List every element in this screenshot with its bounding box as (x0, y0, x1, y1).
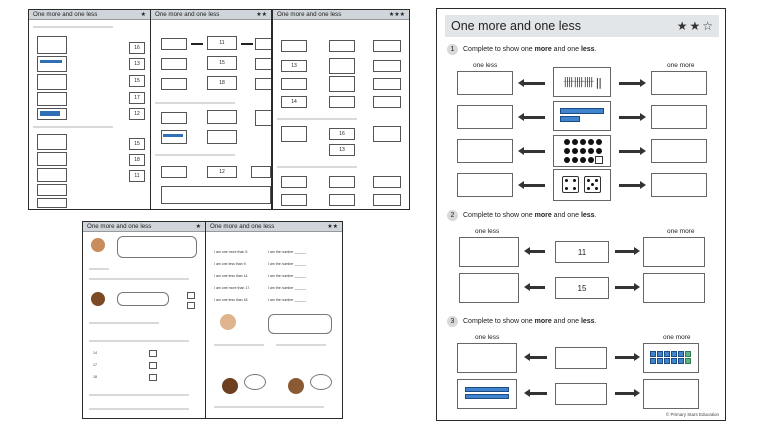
picture-box (37, 92, 67, 106)
question-number: 2 (447, 210, 458, 221)
statement: 14 (93, 351, 97, 355)
one-less-answer-box[interactable] (457, 71, 513, 95)
answer-box[interactable] (373, 40, 401, 52)
number-box (329, 144, 355, 156)
answer-line (89, 278, 189, 280)
label-one-less: one less (475, 228, 500, 235)
picture-box (37, 56, 67, 72)
worksheet-thumbnail-4[interactable] (82, 221, 206, 419)
number-box (281, 96, 307, 108)
answer-box[interactable] (281, 40, 307, 52)
answer-box[interactable] (373, 96, 401, 108)
explanation-box[interactable] (161, 186, 271, 204)
answer-box[interactable] (161, 78, 187, 90)
left-arrow-icon (529, 392, 547, 395)
answer-box[interactable] (207, 110, 237, 124)
instruction-line (33, 26, 113, 28)
worksheet-thumbnail-5[interactable] (205, 221, 343, 419)
star-rating: ★★ (256, 12, 267, 18)
answer-line[interactable]: I am the number ______ (268, 274, 307, 278)
copyright-text: © Primary Stars Education (665, 412, 719, 417)
right-arrow-icon (619, 116, 641, 119)
right-arrow-icon (615, 392, 635, 395)
statement: I am one less than 9. (214, 262, 247, 266)
speech-bubble (268, 314, 332, 334)
number-value: 14 (291, 99, 297, 105)
dice-icon (562, 176, 579, 193)
statement: I am one more than 17. (214, 286, 251, 290)
star-rating: ★ (140, 12, 146, 18)
child-face (91, 238, 105, 252)
picture-box (37, 36, 67, 54)
number-box (207, 56, 237, 70)
answer-box[interactable] (255, 78, 272, 90)
picture-box (37, 184, 67, 196)
speech-bubble (117, 236, 197, 258)
worksheet-title: One more and one less (87, 223, 152, 230)
base-ten-picture-box (553, 101, 611, 131)
worksheet-title: One more and one less (451, 19, 581, 33)
arrow (191, 43, 203, 45)
answer-box[interactable] (251, 166, 271, 178)
worksheet-header (273, 10, 409, 20)
question-line (89, 268, 109, 270)
number-box (329, 128, 355, 140)
dice-icon (584, 176, 601, 193)
dice-picture-box (553, 169, 611, 201)
number-box: 15 (555, 277, 609, 299)
answer-line[interactable]: I am the number ______ (268, 286, 307, 290)
number-value: 12 (219, 169, 225, 175)
answer-box[interactable] (129, 75, 145, 87)
worksheet-title: One more and one less (155, 11, 220, 18)
thought-bubble (244, 374, 266, 390)
worksheet-title: One more and one less (33, 11, 98, 18)
instruction-line (277, 166, 357, 168)
number-box (207, 36, 237, 50)
base-ten-picture-box (643, 343, 699, 373)
tally-picture-box (553, 67, 611, 97)
answer-line (214, 344, 264, 346)
question-text: Complete to show one more and one less. (463, 212, 597, 219)
one-more-answer-box[interactable] (651, 71, 707, 95)
answer-line (89, 408, 189, 410)
question-text: Complete to show one more and one less. (463, 46, 597, 53)
label-one-more: one more (667, 62, 695, 69)
answer-line (89, 394, 189, 396)
worksheet-thumbnail-1[interactable] (28, 9, 151, 210)
answer-box[interactable] (373, 176, 401, 188)
star-icon-filled: ★ (689, 19, 701, 33)
answer-box[interactable] (255, 58, 272, 70)
child-face (288, 378, 304, 394)
picture-box (37, 74, 67, 90)
instruction-line (33, 126, 113, 128)
one-more-answer-box[interactable] (643, 379, 699, 409)
ones-cubes (560, 116, 580, 122)
answer-box[interactable] (555, 383, 607, 405)
answer-box[interactable] (129, 170, 145, 182)
picture-box (37, 198, 67, 208)
left-arrow-icon (523, 116, 545, 119)
picture-box (161, 166, 187, 178)
answer-line (89, 322, 159, 324)
number-box: 11 (555, 241, 609, 263)
right-arrow-icon (619, 82, 641, 85)
picture-box (37, 168, 67, 182)
one-less-answer-box[interactable] (459, 237, 519, 267)
number-value: 15 (219, 60, 225, 66)
question-text: Complete to show one more and one less. (463, 318, 597, 325)
answer-box[interactable] (129, 92, 145, 104)
answer-box[interactable] (129, 108, 145, 120)
label-one-less: one less (473, 62, 498, 69)
worksheet-title: One more and one less (277, 11, 342, 18)
worksheet-thumbnail-3[interactable] (272, 9, 410, 210)
star-rating (677, 20, 713, 32)
star-rating: ★★ (327, 224, 338, 230)
statement: 18 (93, 375, 97, 379)
answer-box[interactable] (373, 194, 401, 206)
answer-box[interactable] (281, 176, 307, 188)
left-arrow-icon (529, 250, 545, 253)
tens-rod (163, 134, 183, 137)
picture-box (37, 152, 67, 166)
tally-marks-icon: 卌卌卌 || (563, 76, 601, 89)
answer-box[interactable] (329, 40, 355, 52)
true-checkbox[interactable] (187, 292, 195, 299)
label-one-more: one more (667, 228, 695, 235)
left-arrow-icon (523, 82, 545, 85)
picture-box (255, 110, 272, 126)
answer-box[interactable] (373, 60, 401, 72)
thought-bubble (310, 374, 332, 390)
label-one-more: one more (663, 334, 691, 341)
speech-bubble (117, 292, 169, 306)
picture-box (37, 134, 67, 150)
number-value: 13 (339, 147, 345, 153)
answer-box[interactable] (129, 42, 145, 54)
one-more-answer-box[interactable] (651, 105, 707, 129)
star-icon-filled: ★ (676, 19, 688, 33)
answer-box[interactable] (255, 38, 272, 50)
answer-box[interactable] (129, 58, 145, 70)
number-value: 16 (339, 131, 345, 137)
answer-box[interactable] (129, 138, 145, 150)
answer-value: 13 (134, 61, 140, 67)
number-value: 18 (219, 80, 225, 86)
answer-box[interactable] (555, 347, 607, 369)
instruction-line (89, 340, 189, 342)
answer-value: 18 (134, 157, 140, 163)
answer-box[interactable] (281, 78, 307, 90)
star-rating: ★ (195, 224, 201, 230)
answer-line (214, 406, 324, 408)
answer-box[interactable] (373, 78, 401, 90)
answer-value: 12 (134, 111, 140, 117)
answer-box[interactable] (329, 176, 355, 188)
statement: I am one less than 18. (214, 298, 249, 302)
false-checkbox[interactable] (187, 302, 195, 309)
instruction-line (277, 118, 357, 120)
tens-rod (40, 60, 62, 63)
left-arrow-icon (523, 184, 545, 187)
one-less-answer-box[interactable] (457, 139, 513, 163)
one-more-answer-box[interactable] (643, 237, 705, 267)
left-arrow-icon (523, 150, 545, 153)
one-less-answer-box[interactable] (457, 343, 517, 373)
answer-box[interactable] (149, 362, 157, 369)
answer-box[interactable] (149, 374, 157, 381)
left-arrow-icon (529, 286, 545, 289)
instruction-line (155, 102, 235, 104)
child-face (220, 314, 236, 330)
worksheet-header (151, 10, 271, 20)
one-less-answer-box[interactable] (457, 173, 513, 197)
picture-box (329, 76, 355, 92)
star-icon-empty: ☆ (702, 19, 713, 33)
answer-box[interactable] (329, 58, 355, 74)
picture-box (161, 130, 187, 144)
arrow (241, 43, 253, 45)
right-arrow-icon (619, 184, 641, 187)
tens-rod (465, 387, 509, 392)
question-number: 1 (447, 44, 458, 55)
answer-box[interactable] (281, 126, 307, 142)
worksheet-header (445, 15, 719, 37)
answer-box[interactable] (207, 130, 237, 144)
worksheet-header (83, 222, 205, 232)
answer-value: 15 (134, 141, 140, 147)
tens-rod (465, 394, 509, 399)
star-rating: ★★★ (388, 12, 405, 18)
answer-value: 16 (134, 45, 140, 51)
one-more-answer-box[interactable] (651, 173, 707, 197)
answer-box[interactable] (329, 194, 355, 206)
right-arrow-icon (615, 286, 635, 289)
answer-value: 17 (134, 95, 140, 101)
number-box (281, 60, 307, 72)
answer-box[interactable] (149, 350, 157, 357)
answer-box[interactable] (329, 96, 355, 108)
label-one-less: one less (475, 334, 500, 341)
statement: 17 (93, 363, 97, 367)
answer-box[interactable] (161, 58, 187, 70)
one-more-answer-box[interactable] (651, 139, 707, 163)
right-arrow-icon (615, 250, 635, 253)
answer-line[interactable]: I am the number ______ (268, 250, 307, 254)
worksheet-header (206, 222, 342, 232)
one-less-answer-box[interactable] (457, 105, 513, 129)
answer-line[interactable]: I am the number ______ (268, 262, 307, 266)
worksheet-title: One more and one less (210, 223, 275, 230)
answer-box[interactable] (161, 112, 187, 124)
answer-box[interactable] (129, 154, 145, 166)
answer-line[interactable]: I am the number ______ (268, 298, 307, 302)
answer-box[interactable] (161, 38, 187, 50)
number-box (207, 76, 237, 90)
statement: I am one less than 14. (214, 274, 249, 278)
number-value: 13 (291, 63, 297, 69)
question-number: 3 (447, 316, 458, 327)
base-ten-picture-box (457, 379, 517, 409)
right-arrow-icon (619, 150, 641, 153)
worksheet-thumbnail-2[interactable] (150, 9, 272, 210)
answer-line (276, 344, 326, 346)
number-value: 11 (219, 40, 225, 46)
child-face (222, 378, 238, 394)
ten-frame-picture-box (553, 135, 611, 167)
answer-value: 11 (134, 173, 140, 179)
child-face (91, 292, 105, 306)
instruction-line (155, 154, 235, 156)
statement: I am one more than 5. (214, 250, 249, 254)
left-arrow-icon (529, 356, 547, 359)
worksheet-main (436, 8, 726, 421)
answer-box[interactable] (281, 194, 307, 206)
answer-value: 15 (134, 78, 140, 84)
one-less-answer-box[interactable] (459, 273, 519, 303)
worksheet-header (29, 10, 150, 20)
tens-rod (560, 108, 604, 114)
answer-box[interactable] (373, 126, 401, 142)
number-box (207, 166, 237, 178)
cubes (40, 111, 60, 116)
right-arrow-icon (615, 356, 635, 359)
one-more-answer-box[interactable] (643, 273, 705, 303)
